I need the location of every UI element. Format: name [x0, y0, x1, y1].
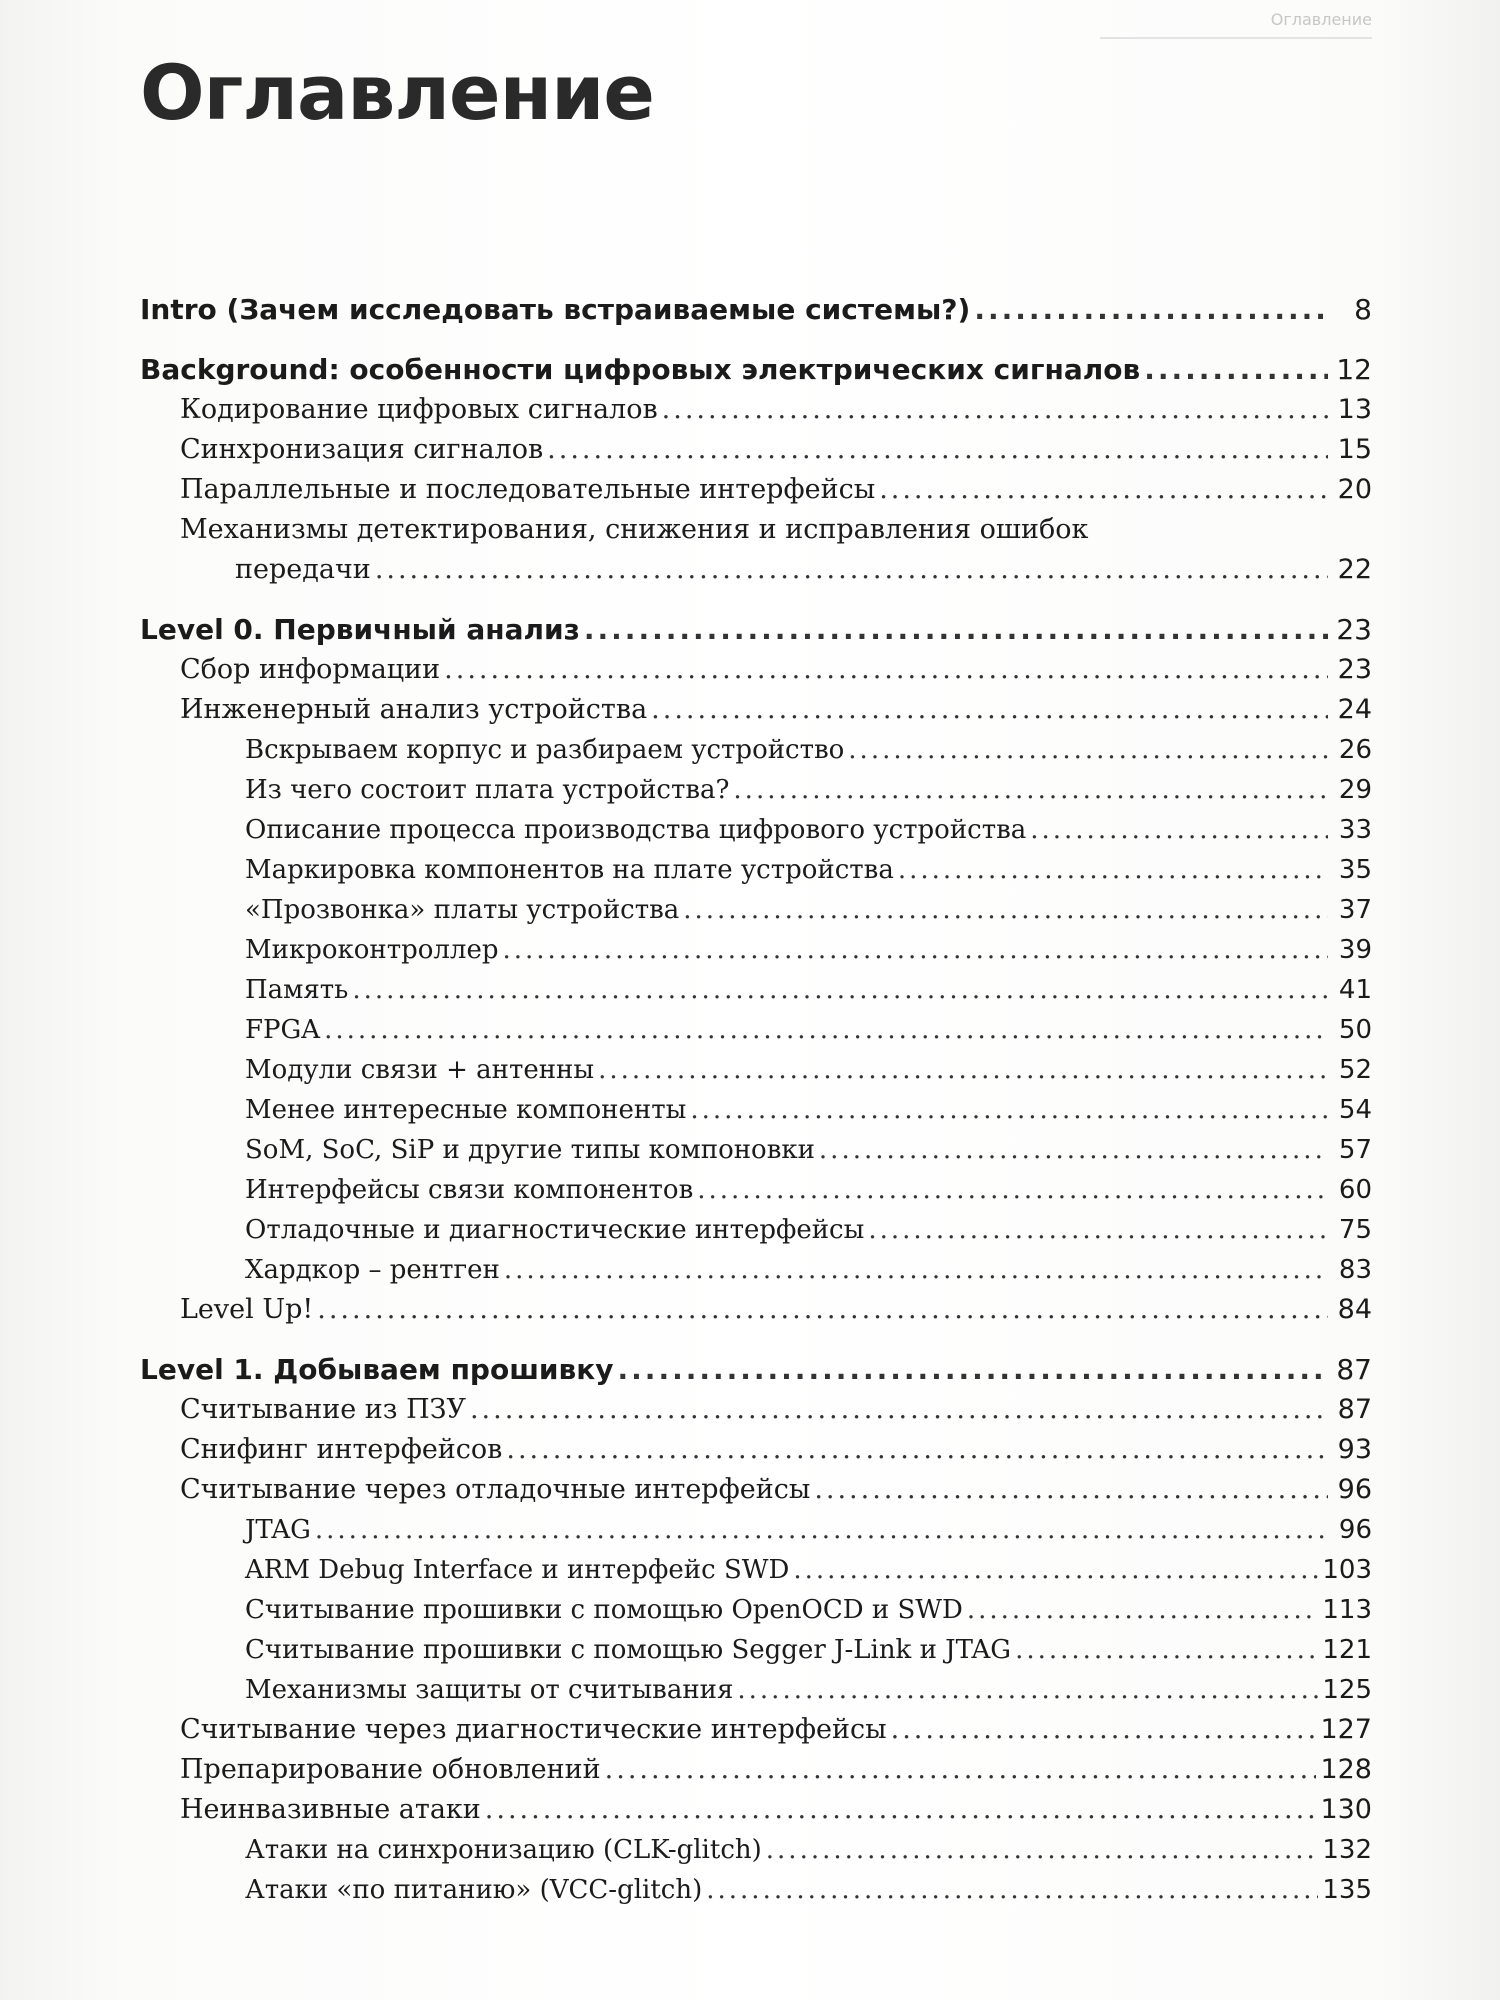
toc-entry-level0[interactable]: Level 0. Первичный анализ ..... 23 [140, 610, 1372, 650]
running-head: Оглавление [1100, 10, 1372, 39]
toc-subentry[interactable]: Вскрываем корпус и разбираем устройство ..... 26 [140, 730, 1372, 770]
toc-entry[interactable]: Инженерный анализ устройства ..... 24 [140, 690, 1372, 730]
toc-subentry[interactable]: Память ..... 41 [140, 970, 1372, 1010]
toc-subentry[interactable]: Атаки на синхронизацию (CLK-glitch) ..... 132 [140, 1830, 1372, 1870]
toc-entry[interactable]: Неинвазивные атаки ..... 130 [140, 1790, 1372, 1830]
toc-subentry[interactable]: Отладочные и диагностические интерфейсы ..... 75 [140, 1210, 1372, 1250]
toc-subentry[interactable]: Атаки «по питанию» (VCC-glitch) ..... 135 [140, 1870, 1372, 1910]
toc-subentry[interactable]: Маркировка компонентов на плате устройства ..... 35 [140, 850, 1372, 890]
table-of-contents [140, 290, 1372, 1910]
toc-entry[interactable]: Кодирование цифровых сигналов ..... 13 [140, 390, 1372, 430]
toc-entry[interactable]: Препарирование обновлений ..... 128 [140, 1750, 1372, 1790]
toc-entry[interactable]: Считывание через диагностические интерфейсы ..... 127 [140, 1710, 1372, 1750]
toc-entry[interactable]: Параллельные и последовательные интерфейсы ..... 20 [140, 470, 1372, 510]
toc-subentry[interactable]: «Прозвонка» платы устройства ..... 37 [140, 890, 1372, 930]
toc-subentry[interactable]: Считывание прошивки с помощью OpenOCD и SWD ..... 113 [140, 1590, 1372, 1630]
page-title: Оглавление [140, 48, 654, 137]
toc-entry-background[interactable]: Background: особенности цифровых электрических сигналов ..... 12 [140, 350, 1372, 390]
toc-entry-wrapped[interactable]: Механизмы детектирования, снижения и исправления ошибок передачи ..... 22 [140, 510, 1372, 590]
toc-entry[interactable]: Синхронизация сигналов ..... 15 [140, 430, 1372, 470]
toc-entry-level-up[interactable]: Level Up! ..... 84 [140, 1290, 1372, 1330]
toc-entry-level1[interactable]: Level 1. Добываем прошивку ..... 87 [140, 1350, 1372, 1390]
toc-subentry[interactable]: Микроконтроллер ..... 39 [140, 930, 1372, 970]
toc-subentry[interactable]: ARM Debug Interface и интерфейс SWD ..... 103 [140, 1550, 1372, 1590]
toc-subentry[interactable]: JTAG ..... 96 [140, 1510, 1372, 1550]
toc-subentry[interactable]: Из чего состоит плата устройства? ..... 29 [140, 770, 1372, 810]
toc-entry[interactable]: Считывание через отладочные интерфейсы ..... 96 [140, 1470, 1372, 1510]
toc-entry[interactable]: Считывание из ПЗУ ..... 87 [140, 1390, 1372, 1430]
toc-subentry[interactable]: Хардкор – рентген ..... 83 [140, 1250, 1372, 1290]
toc-subentry[interactable]: Менее интересные компоненты ..... 54 [140, 1090, 1372, 1130]
toc-subentry[interactable]: Интерфейсы связи компонентов ..... 60 [140, 1170, 1372, 1210]
toc-subentry[interactable]: Механизмы защиты от считывания ..... 125 [140, 1670, 1372, 1710]
toc-entry[interactable]: Сбор информации ..... 23 [140, 650, 1372, 690]
toc-subentry[interactable]: Описание процесса производства цифрового устройства ..... 33 [140, 810, 1372, 850]
toc-subentry[interactable]: Модули связи + антенны ..... 52 [140, 1050, 1372, 1090]
toc-subentry[interactable]: SoM, SoC, SiP и другие типы компоновки ..... 57 [140, 1130, 1372, 1170]
toc-subentry[interactable]: Считывание прошивки с помощью Segger J-Link и JTAG ..... 121 [140, 1630, 1372, 1670]
toc-subentry[interactable]: FPGA ..... 50 [140, 1010, 1372, 1050]
toc-entry[interactable]: Снифинг интерфейсов ..... 93 [140, 1430, 1372, 1470]
toc-entry-intro[interactable]: Intro (Зачем исследовать встраиваемые системы?) ..... 8 [140, 290, 1372, 330]
